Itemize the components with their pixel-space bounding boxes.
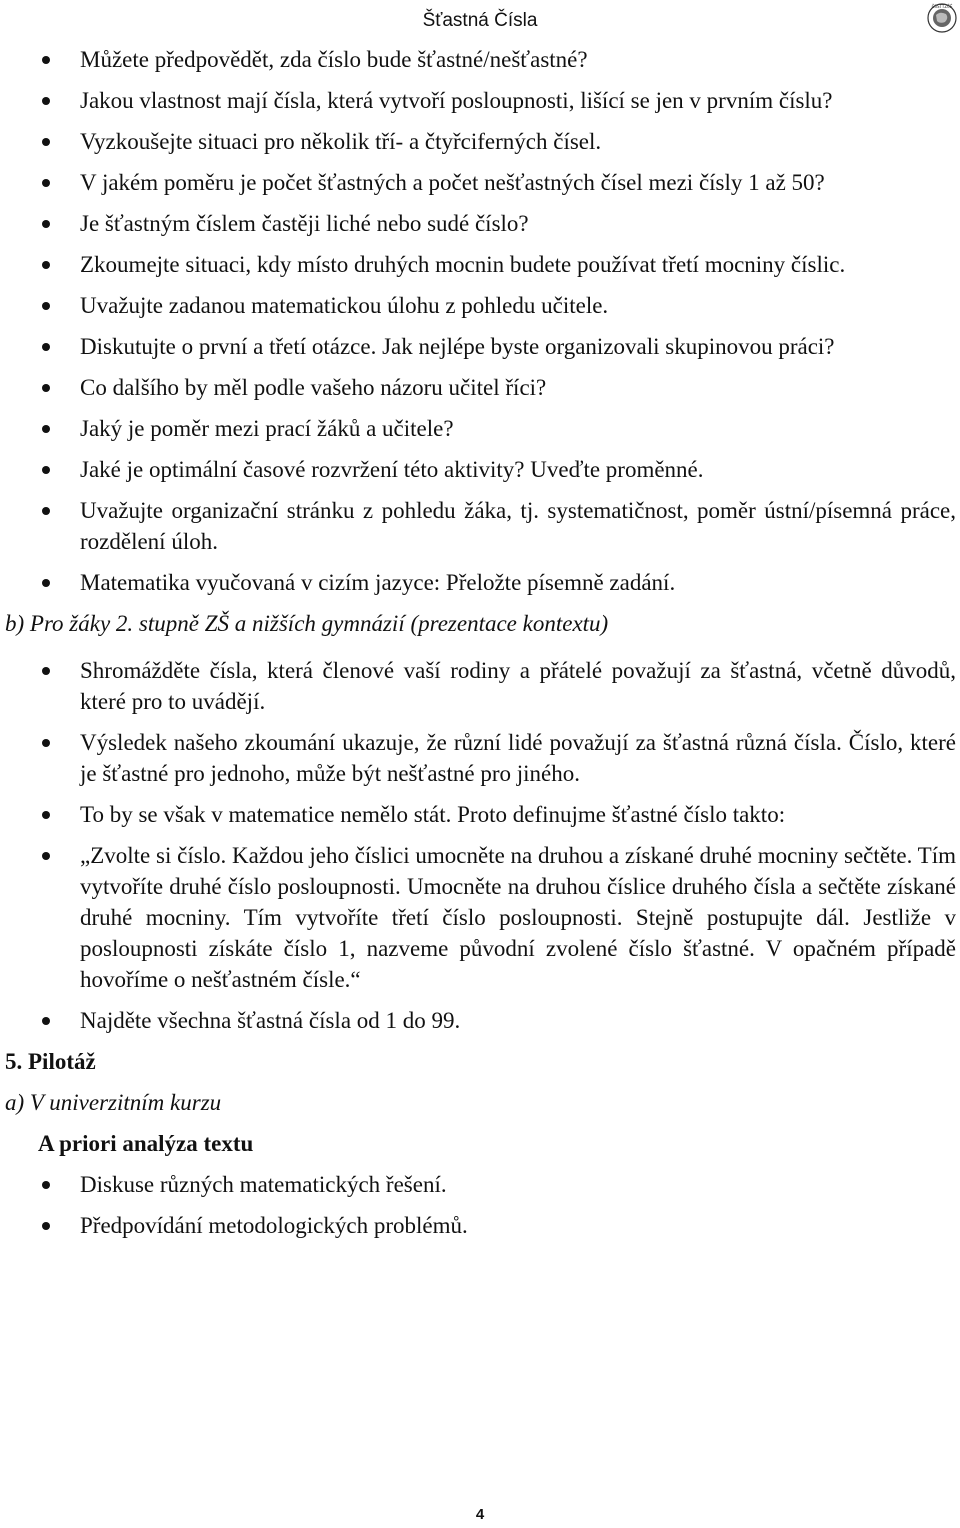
bullet-icon	[42, 97, 50, 105]
list-item: Matematika vyučovaná v cizím jazyce: Přeložte písemně zadání.	[0, 567, 960, 598]
analysis-list	[0, 1169, 960, 1241]
list-item: Výsledek našeho zkoumání ukazuje, že různí lidé považují za šťastná různá čísla. Číslo, které je šťastné pro jednoho, může být nešťastné pro jiného.	[0, 727, 960, 789]
bullet-icon	[42, 425, 50, 433]
bullet-icon	[42, 302, 50, 310]
bullet-icon	[42, 1181, 50, 1189]
list-item: Co dalšího by měl podle vašeho názoru učitel říci?	[0, 372, 960, 403]
bullet-icon	[42, 466, 50, 474]
list-item: Diskutujte o první a třetí otázce. Jak nejlépe byste organizovali skupinovou práci?	[0, 331, 960, 362]
list-item: Najděte všechna šťastná čísla od 1 do 99.	[0, 1005, 960, 1036]
bullet-icon	[42, 261, 50, 269]
list-item: Můžete předpovědět, zda číslo bude šťastné/nešťastné?	[0, 44, 960, 75]
list-item: V jakém poměru je počet šťastných a počet nešťastných čísel mezi čísly 1 až 50?	[0, 167, 960, 198]
subheading-a: a) V univerzitním kurzu	[5, 1090, 222, 1115]
list-item: Zkoumejte situaci, kdy místo druhých mocnin budete používat třetí mocniny číslic.	[0, 249, 960, 280]
page-number: 4	[475, 1506, 485, 1523]
list-item: Uvažujte zadanou matematickou úlohu z pohledu učitele.	[0, 290, 960, 321]
bullet-icon	[42, 138, 50, 146]
bullet-icon	[42, 507, 50, 515]
question-list-a	[0, 44, 960, 598]
bullet-icon	[42, 179, 50, 187]
page-content	[0, 44, 960, 1251]
bullet-icon	[42, 579, 50, 587]
bullet-icon	[42, 1222, 50, 1230]
list-item: Diskuse různých matematických řešení.	[0, 1169, 960, 1200]
page-header	[0, 4, 960, 36]
activity-list-b	[0, 655, 960, 1036]
bullet-icon	[42, 739, 50, 747]
list-item: Uvažujte organizační stránku z pohledu žáka, tj. systematičnost, poměr ústní/písemná práce, rozdělení úloh.	[0, 495, 960, 557]
list-item: Jakou vlastnost mají čísla, která vytvoří posloupnosti, lišící se jen v prvním číslu?	[0, 85, 960, 116]
header-title: Šťastná Čísla	[422, 10, 538, 31]
bullet-icon	[42, 1017, 50, 1025]
organization-logo-icon	[922, 2, 960, 34]
list-item: Předpovídání metodologických problémů.	[0, 1210, 960, 1241]
bullet-icon	[42, 220, 50, 228]
list-item: Vyzkoušejte situaci pro několik tří- a čtyřciferných čísel.	[0, 126, 960, 157]
bullet-icon	[42, 343, 50, 351]
heading-apriori: A priori analýza textu	[38, 1131, 254, 1156]
bullet-icon	[42, 667, 50, 675]
list-item: Shromážděte čísla, která členové vaší rodiny a přátelé považují za šťastná, včetně důvodů, které pro to uvádějí.	[0, 655, 960, 717]
subheading-b: b) Pro žáky 2. stupně ZŠ a nižších gymnázií (prezentace kontextu)	[5, 611, 609, 636]
bullet-icon	[42, 811, 50, 819]
list-item: Je šťastným číslem častěji liché nebo sudé číslo?	[0, 208, 960, 239]
list-item: Jaký je poměr mezi prací žáků a učitele?	[0, 413, 960, 444]
bullet-icon	[42, 56, 50, 64]
list-item: To by se však v matematice nemělo stát. Proto definujme šťastné číslo takto:	[0, 799, 960, 830]
logo-lettering: ČSSTTZČÉ	[931, 4, 953, 9]
section-title: 5. Pilotáž	[5, 1049, 96, 1074]
bullet-icon	[42, 852, 50, 860]
bullet-icon	[42, 384, 50, 392]
list-item: Jaké je optimální časové rozvržení této aktivity? Uveďte proměnné.	[0, 454, 960, 485]
list-item: „Zvolte si číslo. Každou jeho číslici umocněte na druhou a získané druhé mocniny sečtěte. Tím vytvoříte druhé číslo posloupnosti. Umocněte na druhou číslice druhého čísla a sečtěte získané druhé mocniny. Tím vytvoříte třetí číslo posloupnosti. Stejně postupujte dál. Jestliže v posloupnosti získáte číslo 1, nazveme původní zvolené číslo šťastné. V opačném případě hovoříme o nešťastném čísle.“	[0, 840, 960, 995]
